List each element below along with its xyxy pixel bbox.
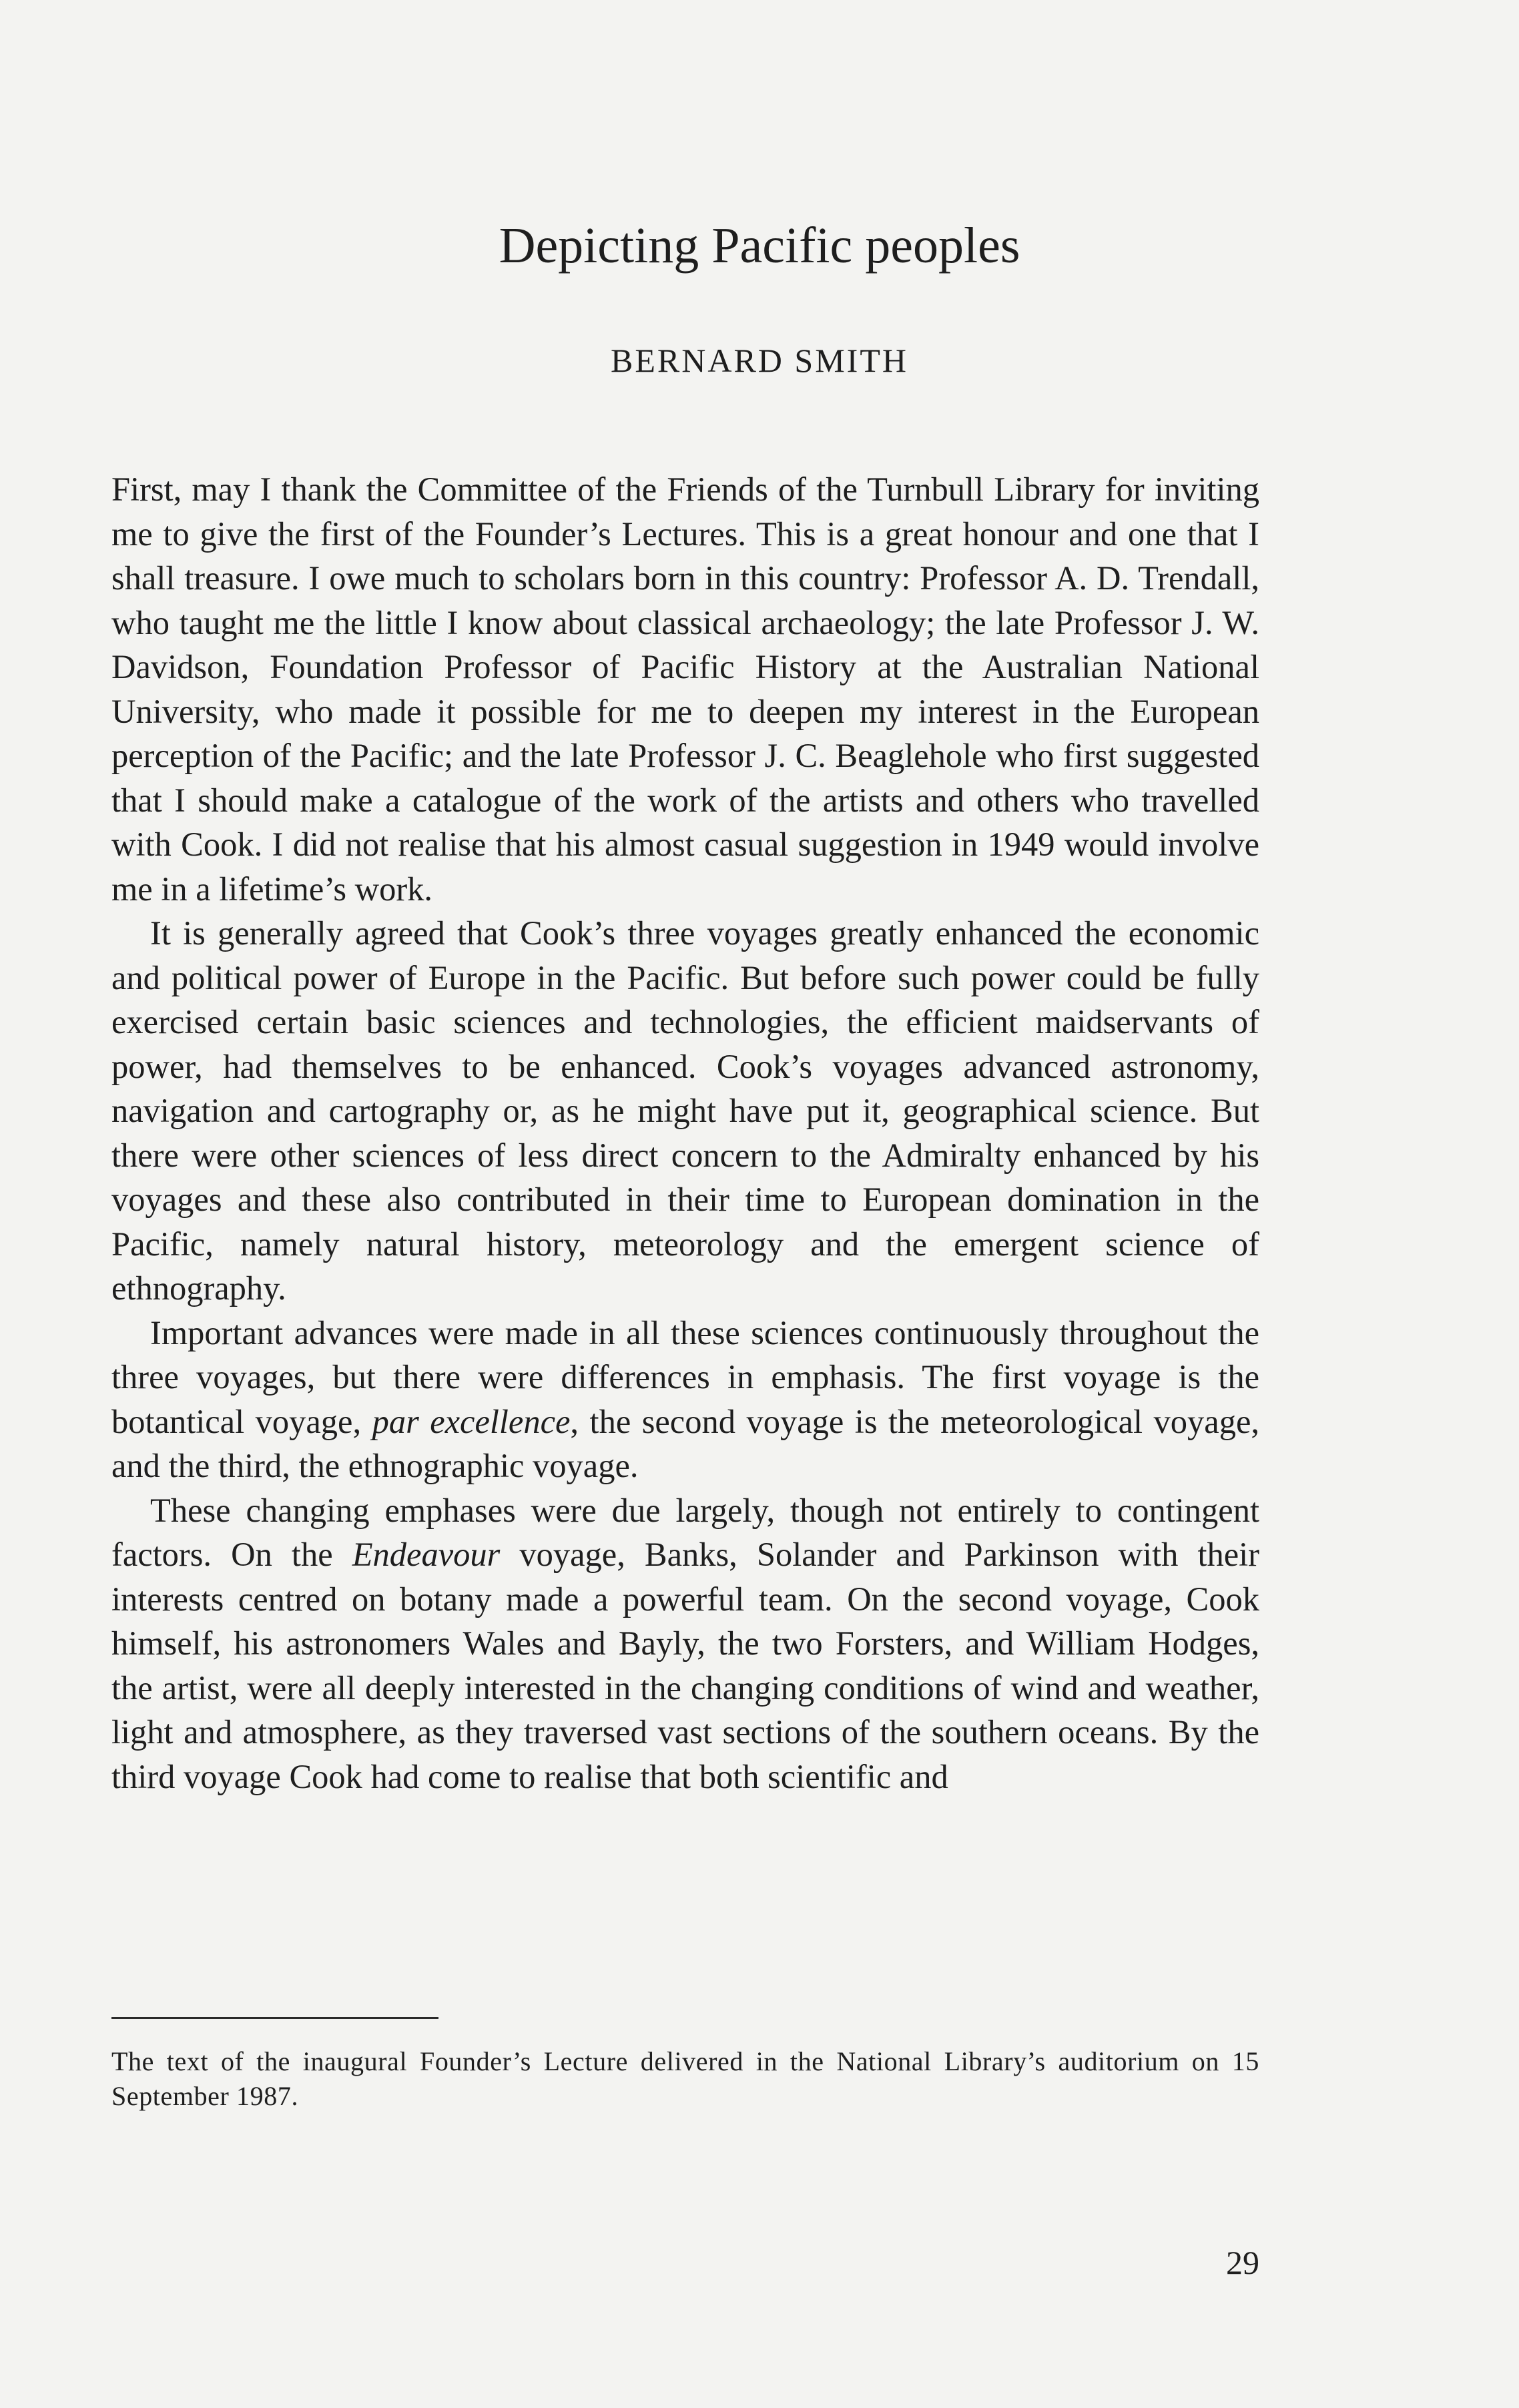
paragraph-1: First, may I thank the Committee of the Friends of the Turnbull Library for inviting me to give the first of the Founder’s Lectures. This is a great honour and one that I shall treasure. I owe much to scholars born in this country: Professor A. D. Trendall, who taught me the little I know about classical archaeology; the late Professor J. W. Davidson, Foundation Professor of Pacific History at the Australian National University, who made it possible for me to deepen my interest in the European perception of the Pacific; and the late Professor J. C. Beaglehole who first suggested that I should make a catalogue of the work of the artists and others who travelled with Cook. I did not realise that his almost casual suggestion in 1949 would involve me in a lifetime’s work. <box>111 471 1259 908</box>
page-number: 29 <box>1226 2244 1259 2281</box>
footnote: The text of the inaugural Founder’s Lecture delivered in the National Library’s auditorium on 15 September 1987. <box>111 2046 1259 2111</box>
paragraph-3 <box>111 1311 1259 1488</box>
article-body <box>111 467 1259 1799</box>
paragraph-3-text-b: , the second voyage is the meteorological voyage, and the third, the ethnographic voyage. <box>111 1402 1259 1484</box>
paragraph-4-text-b: voyage, Banks, Solander and Parkinson with their interests centred on botany made a powerful team. On the second voyage, Cook himself, his astronomers Wales and Bayly, the two Forsters, and William Hodges, the artist, were all deeply interested in the changing conditions of wind and weather, light and atmosphere, as they traversed vast sections of the southern oceans. By the third voyage Cook had come to realise that both scientific and <box>111 1536 1259 1795</box>
paragraph-4-italic: Endeavour <box>352 1536 501 1573</box>
paragraph-4 <box>111 1488 1259 1799</box>
footnote-divider <box>111 2017 438 2019</box>
author-name: BERNARD SMITH <box>611 342 908 379</box>
paragraph-3-text-a: Important advances were made in all these sciences continuously throughout the three voyages, but there were differences in emphasis. The first voyage is the botantical voyage, <box>111 1313 1259 1440</box>
paragraph-4-text-a: These changing emphases were due largely, though not entirely to contingent factors. On the <box>111 1491 1259 1573</box>
paragraph-3-italic: par excellence <box>372 1402 571 1440</box>
paragraph-2: It is generally agreed that Cook’s three voyages greatly enhanced the economic and political power of Europe in the Pacific. But before such power could be fully exercised certain basic sciences and technologies, the efficient maidservants of power, had themselves to be enhanced. Cook’s voyages advanced astronomy, navigation and cartography or, as he might have put it, geographical science. But there were other sciences of less direct concern to the Admiralty enhanced by his voyages and these also contributed in their time to European domination in the Pacific, namely natural history, meteorology and the emergent science of ethnography. <box>111 914 1259 1307</box>
article-title: Depicting Pacific peoples <box>499 218 1020 274</box>
